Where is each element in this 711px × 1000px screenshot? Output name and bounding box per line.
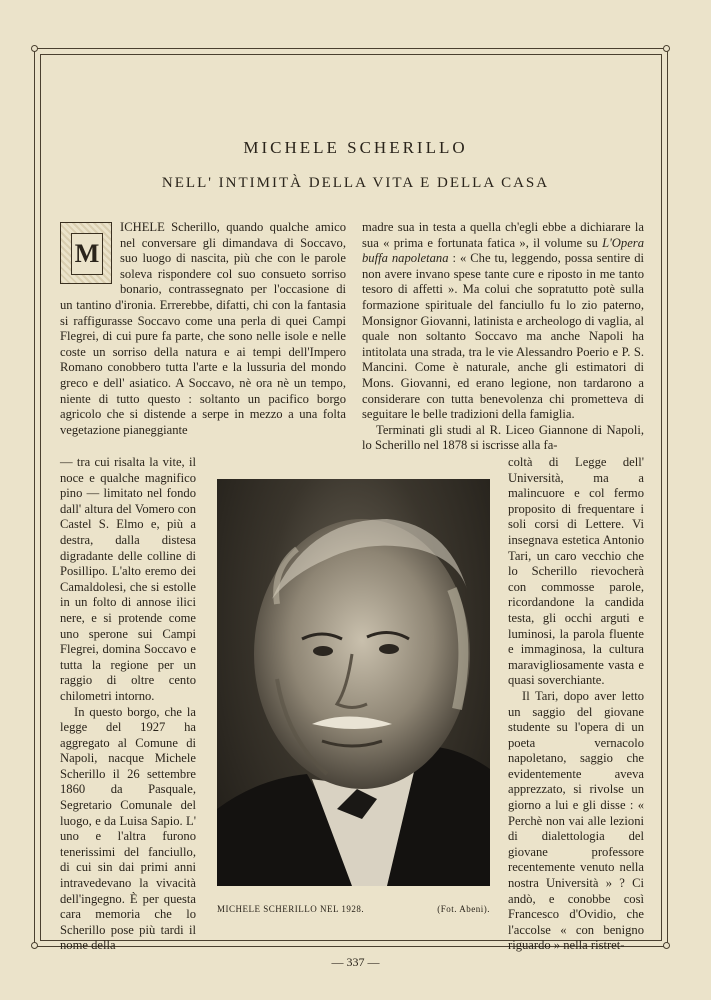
article-title: MICHELE SCHERILLO [243, 138, 468, 157]
right-column-top [362, 220, 644, 454]
dropcap-letter: M [71, 233, 103, 275]
photo-credit: (Fot. Abeni). [437, 904, 490, 914]
portrait-photo [217, 479, 490, 886]
page-number: — 337 — [331, 955, 380, 969]
paragraph-tari: coltà di Legge dell' Università, ma a malincuore e col fermo proposito di frequentare i soli corsi di Lettere. Vi insegnava estetica Antonio Tari, un caro vecchio che lo Scherillo rievocherà con commosse parole, ricordandone la candida testa, gli occhi arguti e luminosi, la parola fluente e immaginosa, la cultura maravigliosamente vasta e quasi soverchiante. [508, 455, 644, 688]
paragraph-dedication [362, 220, 644, 423]
right-column-narrow [508, 455, 644, 954]
portrait-illustration [217, 479, 490, 886]
paragraph-text: : « Che tu, leggendo, possa sentire di non avere invano spese tante cure e riposto in me tanto tesoro di affetti ». Ma colui che sopratutto potè sulla formazione spirituale del fanciullo fu lo zio paterno, Monsignor Giovanni, latinista e archeologo di vaglia, al quale non soltanto Soccavo ma anche Napoli ha intitolata una strada, tra le vie Alessandro Poerio e P. S. Mancini. Come è naturale, anche gli estimatori di Mons. Giovanni, ed erano legione, non tardarono a considerare con tutta benevolenza chi prometteva di seguitare le belle tradizioni della famiglia. [362, 251, 645, 422]
photo-caption [217, 904, 490, 914]
paragraph-dovidio: Il Tari, dopo aver letto un saggio del giovane studente su l'opera di un poeta vernacolo napoletano, saggio che evidentemente aveva apprezzato, si rivolse un giorno a lui e gli disse : « Perchè non vai alle lezioni di dialettologia del giovane professore recentemente venuto nella nostra Università » ? Ci andò, e conobbe così Francesco d'Ovidio, che l'accolse « con benigno riguardo » nella ristret- [508, 688, 644, 953]
corner-ornament [31, 45, 38, 52]
paragraph-birth: In questo borgo, che la legge del 1927 ha aggregato al Comune di Napoli, nacque Michele Scherillo il 26 settembre 1860 da Pasquale, Segretario Comunale del luogo, e da Luisa Sapio. L' uno e l'altra furono tenerissimi del fanciullo, di cui sin dai primi anni intravedevano la vivacità dell'ingegno. È per questa cara memoria che lo Scherillo pose più tardi il nome della [60, 704, 196, 953]
corner-ornament [31, 942, 38, 949]
corner-ornament [663, 942, 670, 949]
ornamental-dropcap [60, 222, 112, 284]
left-column-top [60, 220, 346, 438]
article-subtitle: NELL' INTIMITÀ DELLA VITA E DELLA CASA [161, 175, 550, 191]
caption-text: MICHELE SCHERILLO NEL 1928. [217, 904, 365, 914]
paragraph-text: madre sua in testa a quella ch'egli ebbe a dichiarare la sua « prima e fortunata fatica », il volume su [362, 220, 644, 250]
paragraph-continuation: — tra cui risalta la vite, il noce e qualche magnifico pino — limitato nel fondo dall' altura del Vomero con Castel S. Elmo e, più a destra, dalla distesa digradante delle colline di Posillipo. L'alto eremo dei Camaldolesi, che si estolle in un folto di annose ilici nere, e si protende come uno sperone sui Campi Flegrei, domina Soccavo e tutta la regione per un raggio di oltre cento chilometri intorno. [60, 455, 196, 703]
corner-ornament [663, 45, 670, 52]
paragraph-studies: Terminati gli studi al R. Liceo Giannone di Napoli, lo Scherillo nel 1878 si iscrisse alla fa- [362, 422, 644, 453]
book-title: L'Opera buffa napoletana [362, 235, 644, 266]
opening-paragraph: ICHELE Scherillo, quando qualche amico nel conversare gli dimandava di Soccavo, suo luogo di nascita, più che con le parole soleva rispondere col suo consueto sorriso bonario, contrassegnato per l'occasione di un tantino d'ironia. Errerebbe, difatti, chi con la fantasia si raffigurasse Soccavo come una perla di quei Campi Flegrei, di cui pure fa parte, che sono nelle isole e nelle coste un sorriso della natura e ai tempi dell'Impero Romano conobbero tutta l'arte e la lussuria del mondo greco e dell' asiatico. A Soccavo, nè ora nè un tempo, niente di tutto questo : soltanto un pacifico borgo agricolo che si distende a serpe in mezzo a una folta vegetazione pianeggiante [60, 220, 346, 437]
left-column-narrow [60, 455, 196, 954]
